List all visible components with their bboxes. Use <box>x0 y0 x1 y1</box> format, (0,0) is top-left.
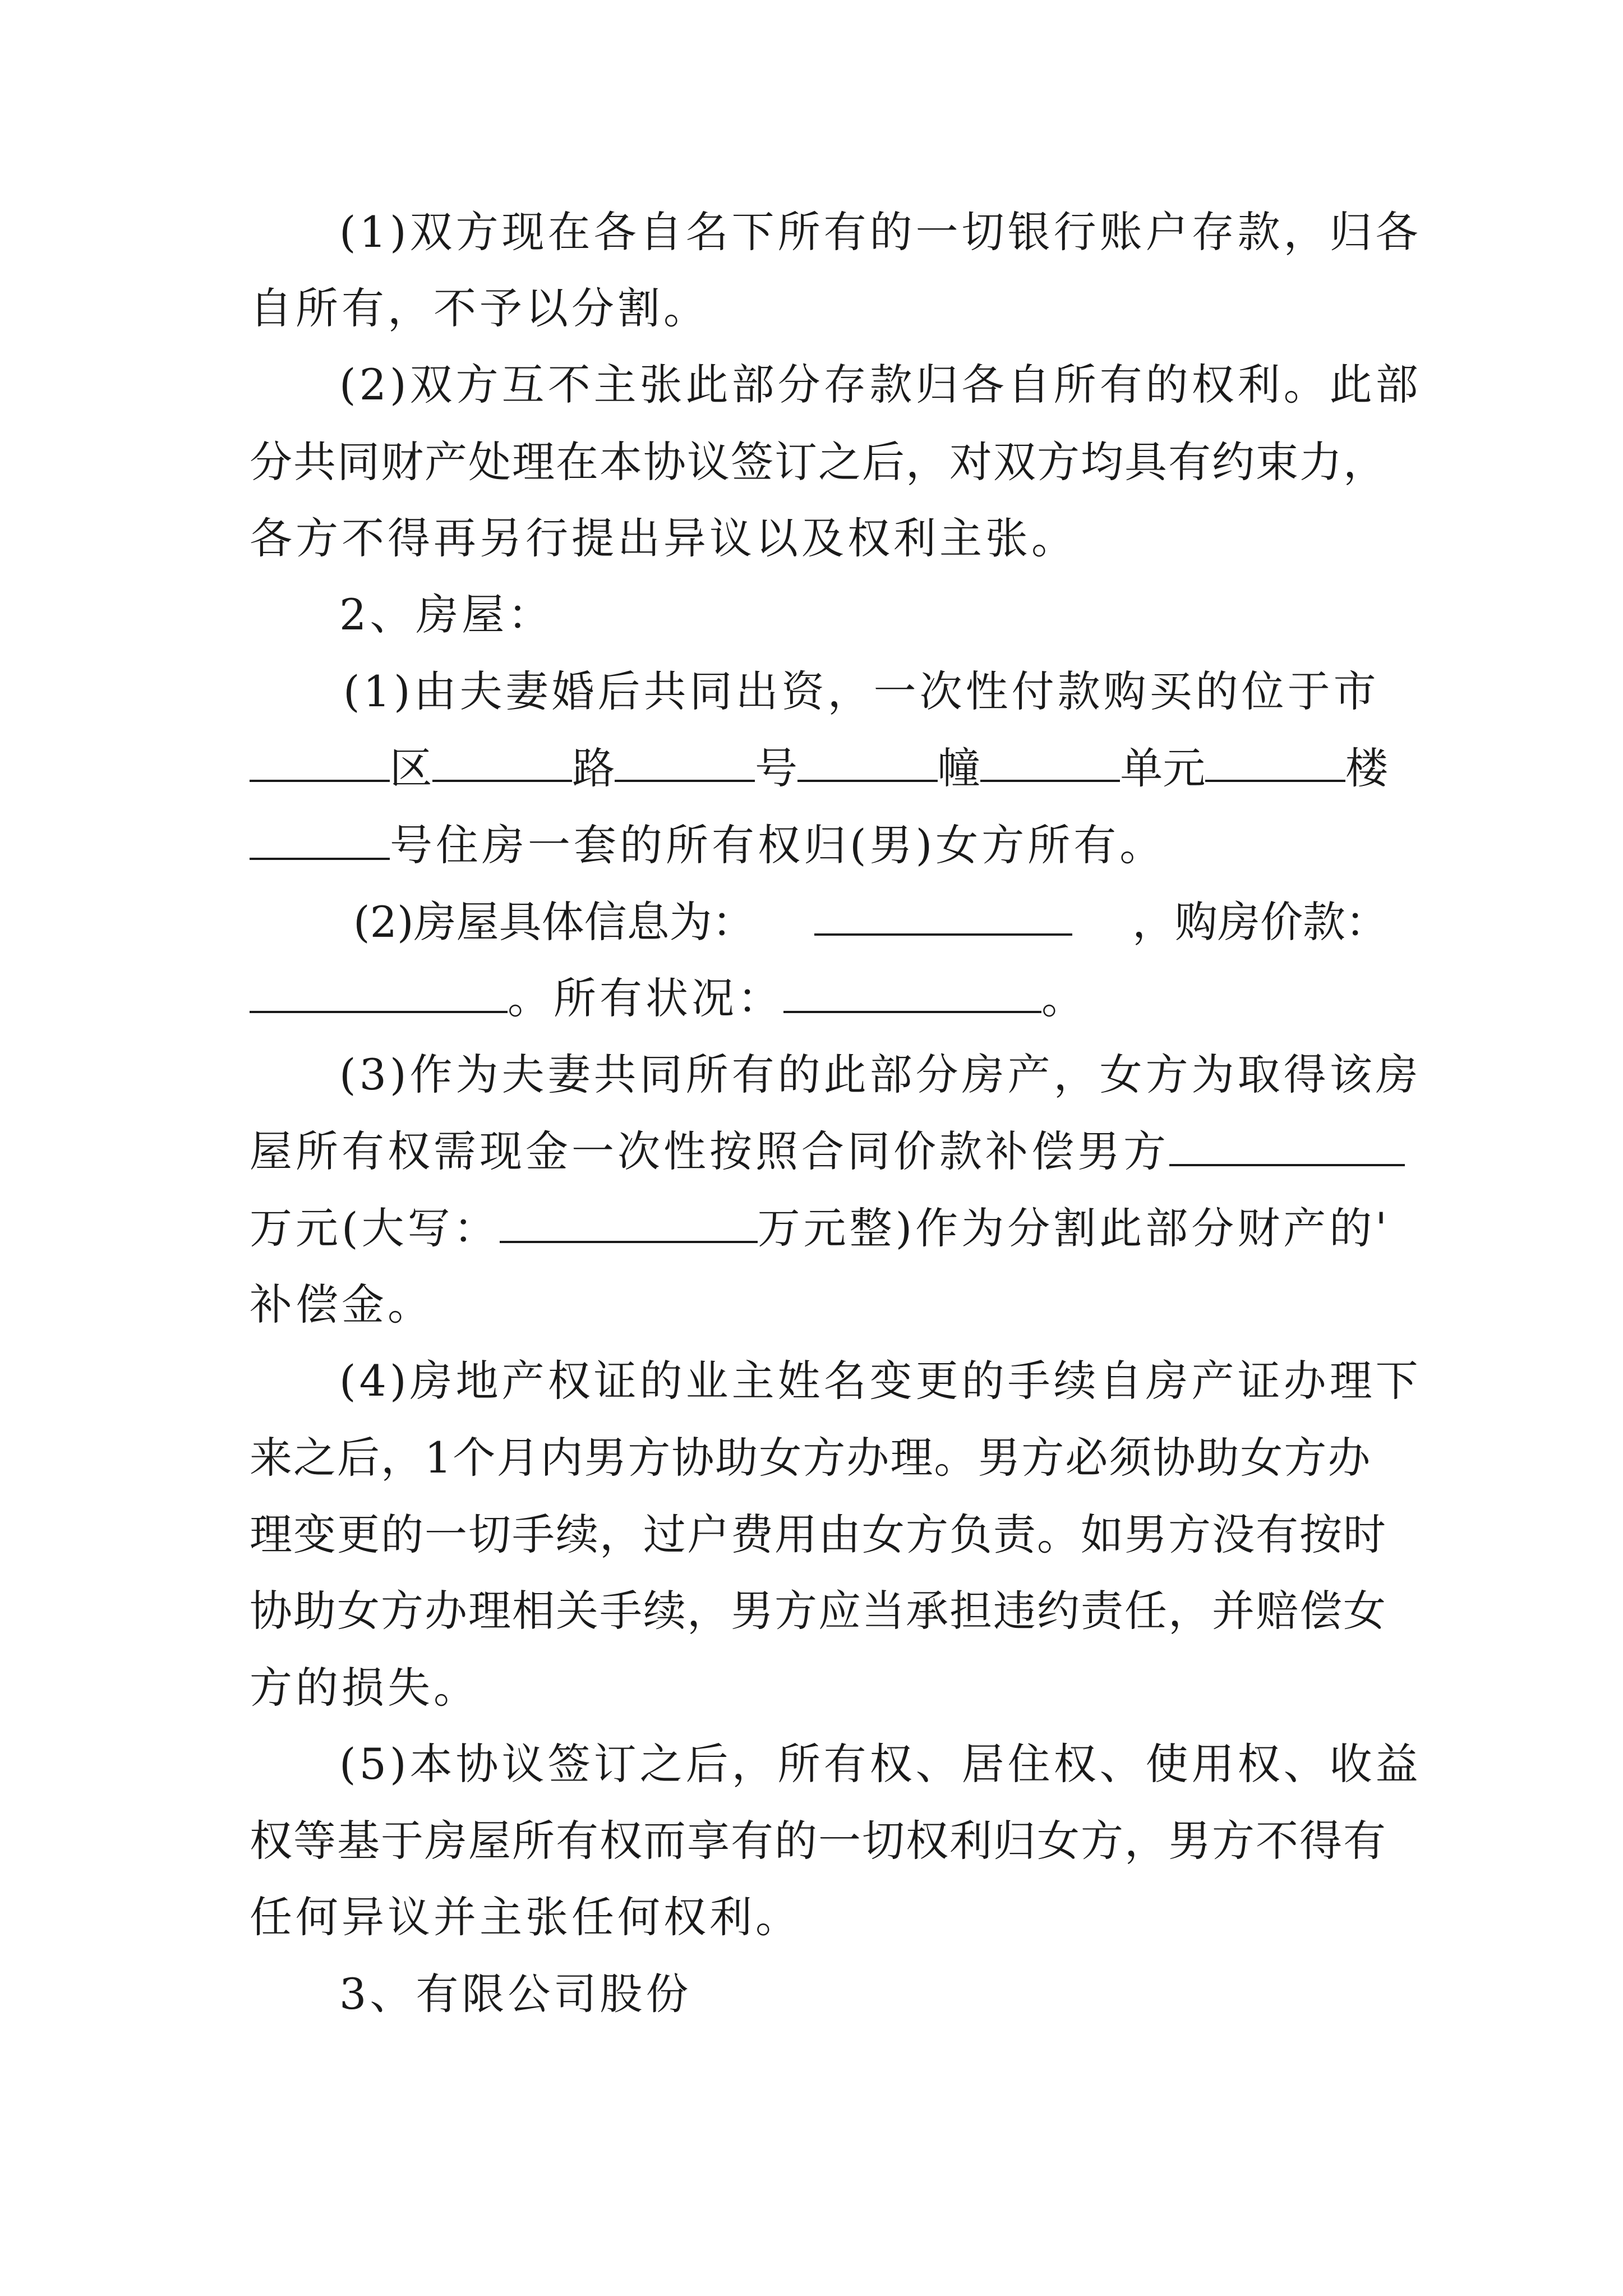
text-line: 来之后，1个月内男方协助女方办理。男方必须协助女方办 <box>250 1433 1372 1483</box>
blank-compensation-amount[interactable] <box>1169 1125 1405 1166</box>
blank-amount-in-words[interactable] <box>500 1202 758 1243</box>
text-line: (3)作为夫妻共同所有的此部分房产，女方为取得该房 <box>339 1050 1422 1099</box>
text-fragment: 号住房一套的所有权归(男)女方所有。 <box>390 820 1166 870</box>
text-line: 协助女方办理相关手续，男方应当承担违约责任，并赔偿女 <box>250 1586 1387 1636</box>
blank-district[interactable] <box>250 740 390 782</box>
blank-road[interactable] <box>432 740 573 782</box>
text-fragment: 万元整)作为分割此部分财产的' <box>757 1203 1391 1253</box>
label-ownership-status: 。所有状况： <box>508 973 783 1023</box>
text-fragment: 屋所有权需现金一次性按照合同价款补偿男方 <box>250 1126 1169 1176</box>
section-heading-housing: 2、房屋： <box>339 590 554 639</box>
address-fill-line <box>250 740 1388 797</box>
blank-price[interactable] <box>250 972 508 1013</box>
text-line: 分共同财产处理在本协议签订之后，对双方均具有约束力， <box>250 437 1387 487</box>
label-floor: 楼 <box>1345 743 1389 793</box>
text-line: (1)双方现在各自名下所有的一切银行账户存款，归各 <box>339 207 1422 257</box>
blank-floor[interactable] <box>1205 740 1345 782</box>
blank-room-number[interactable] <box>250 818 390 860</box>
text-line: 理变更的一切手续，过户费用由女方负责。如男方没有按时 <box>250 1510 1387 1559</box>
text-line: (4)房地产权证的业主姓名变更的手续自房产证办理下 <box>339 1356 1422 1406</box>
text-fragment: 万元(大写： <box>250 1203 500 1253</box>
house-info-line <box>353 894 1388 950</box>
text-fragment: 。 <box>1041 973 1087 1023</box>
label-house-info: (2)房屋具体信息为： <box>353 897 755 947</box>
text-line: 自所有，不予以分割。 <box>250 283 709 333</box>
text-line <box>250 817 1388 873</box>
text-line: 任何异议并主张任何权利。 <box>250 1892 801 1942</box>
text-line: 权等基于房屋所有权而享有的一切权利归女方，男方不得有 <box>250 1816 1387 1866</box>
blank-ownership-status[interactable] <box>783 972 1041 1013</box>
label-district: 区 <box>389 743 432 793</box>
text-line: (2)双方互不主张此部分存款归各自所有的权利。此部 <box>339 360 1422 409</box>
ownership-status-line <box>250 970 1388 1027</box>
text-line: (1)由夫妻婚后共同出资，一次性付款购买的位于市 <box>343 666 1380 716</box>
text-line: (5)本协议签订之后，所有权、居住权、使用权、收益 <box>339 1739 1422 1789</box>
label-price: ，购房价款： <box>1132 897 1388 947</box>
section-heading-shares: 3、有限公司股份 <box>339 1969 692 2019</box>
label-unit: 单元 <box>1120 743 1206 793</box>
blank-house-info[interactable] <box>814 894 1072 936</box>
blank-unit[interactable] <box>980 740 1121 782</box>
blank-building[interactable] <box>797 740 938 782</box>
text-line: 各方不得再另行提出异议以及权利主张。 <box>250 513 1077 563</box>
text-line: 方的损失。 <box>250 1663 479 1713</box>
blank-number[interactable] <box>615 740 755 782</box>
label-building: 幢 <box>937 743 980 793</box>
label-road: 路 <box>572 743 615 793</box>
text-line: 补偿金。 <box>250 1280 434 1329</box>
label-number: 号 <box>755 743 798 793</box>
text-line <box>250 1124 1388 1180</box>
text-line <box>250 1200 1391 1257</box>
